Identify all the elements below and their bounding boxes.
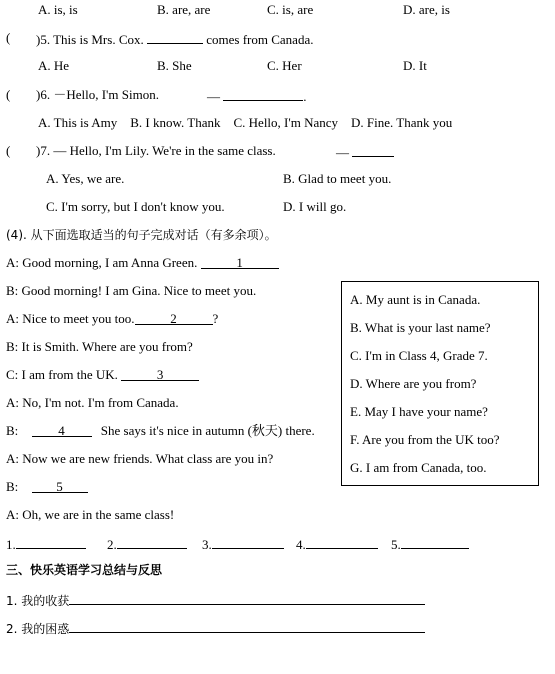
q4-option-b: B. are, are <box>157 2 211 17</box>
dialogue-line-7 <box>6 423 315 439</box>
section3-gain <box>6 591 425 609</box>
q7-option-a: A. Yes, we are. <box>46 171 125 186</box>
answer-5 <box>391 535 469 553</box>
section4-heading: (4). 从下面选取适当的句子完成对话（有多余项）。 <box>6 228 277 242</box>
confusion-blank[interactable] <box>69 619 425 633</box>
q6-answer <box>207 87 307 105</box>
dialogue-blank-5[interactable]: 5 <box>32 479 88 493</box>
box-option-e: E. May I have your name? <box>350 404 488 419</box>
answer-blank-1[interactable] <box>16 535 86 549</box>
answer-blank-3[interactable] <box>212 535 284 549</box>
dialogue-text: A: Good morning, I am Anna Green. <box>6 255 198 270</box>
q6-blank[interactable] <box>223 87 303 101</box>
dialogue-line-10 <box>6 507 174 523</box>
dialogue-line-6: A: No, I'm not. I'm from Canada. <box>6 395 179 410</box>
dialogue-text: B: <box>6 423 19 438</box>
q7-blank[interactable] <box>352 143 394 157</box>
q6-paren: ( <box>6 87 11 102</box>
answer-3 <box>202 535 284 553</box>
q7-option-c: C. I'm sorry, but I don't know you. <box>46 199 225 214</box>
dialogue-blank-1[interactable]: 1 <box>201 255 279 269</box>
confusion-label: 2. 我的困惑 <box>6 622 70 636</box>
q6-end: . <box>303 89 307 104</box>
dialogue-text: A: Nice to meet you too. <box>6 311 135 326</box>
answer-blank-2[interactable] <box>117 535 187 549</box>
dialogue-text: A: Oh, we are in the same class! <box>6 507 175 522</box>
section3-confusion <box>6 619 425 637</box>
answer-label: 5. <box>391 537 401 552</box>
answer-label: 3. <box>202 537 212 552</box>
dialogue-blank-4[interactable]: 4 <box>32 423 92 437</box>
dialogue-text: B: <box>6 479 19 494</box>
answer-label: 1. <box>6 537 16 552</box>
answer-2 <box>107 535 187 553</box>
dialogue-text: She says it's nice in autumn (秋天) there. <box>100 423 315 438</box>
answer-label: 4. <box>296 537 306 552</box>
dialogue-line-3 <box>6 311 218 327</box>
q5-option-b: B. She <box>157 58 192 73</box>
gain-blank[interactable] <box>69 591 425 605</box>
answer-label: 2. <box>107 537 117 552</box>
gain-label: 1. 我的收获 <box>6 594 70 608</box>
box-option-d: D. Where are you from? <box>350 376 477 391</box>
q7-option-d: D. I will go. <box>283 199 347 214</box>
options-box <box>341 281 539 486</box>
dialogue-text: C: I am from the UK. <box>6 367 118 382</box>
dialogue-blank-2[interactable]: 2 <box>135 311 213 325</box>
dialogue-text: ? <box>212 311 219 326</box>
q5-blank[interactable] <box>147 30 203 44</box>
dialogue-blank-3[interactable]: 3 <box>121 367 199 381</box>
section3-heading: 三、快乐英语学习总结与反思 <box>6 563 163 577</box>
q5-stem-pre: )5. This is Mrs. Cox. <box>36 32 144 47</box>
q7-answer <box>336 143 394 161</box>
answer-4 <box>296 535 378 553</box>
q5-option-a: A. He <box>38 58 70 73</box>
answer-blank-5[interactable] <box>401 535 469 549</box>
box-option-g: G. I am from Canada, too. <box>350 460 487 475</box>
q6-dash: — <box>207 89 220 104</box>
box-option-c: C. I'm in Class 4, Grade 7. <box>350 348 488 363</box>
q5-paren: ( <box>6 30 11 45</box>
q6-stem: )6. －Hello, I'm Simon. <box>36 87 159 102</box>
dialogue-line-9 <box>6 479 88 495</box>
dialogue-line-1 <box>6 255 279 271</box>
box-option-b: B. What is your last name? <box>350 320 491 335</box>
q6-options: A. This is Amy B. I know. Thank C. Hello, I'm Nancy D. Fine. Thank you <box>38 115 453 130</box>
q5-stem <box>36 30 313 48</box>
box-option-f: F. Are you from the UK too? <box>350 432 500 447</box>
q4-option-c: C. is, are <box>267 2 314 17</box>
box-option-a: A. My aunt is in Canada. <box>350 292 481 307</box>
q7-dash: — <box>336 145 349 160</box>
dialogue-line-4: B: It is Smith. Where are you from? <box>6 339 193 354</box>
q4-option-d: D. are, is <box>403 2 450 17</box>
dialogue-line-5 <box>6 367 199 383</box>
q7-paren: ( <box>6 143 11 158</box>
dialogue-line-2: B: Good morning! I am Gina. Nice to meet you. <box>6 283 257 298</box>
q7-option-b: B. Glad to meet you. <box>283 171 392 186</box>
q7-stem: )7. — Hello, I'm Lily. We're in the same class. <box>36 143 276 158</box>
answer-blank-4[interactable] <box>306 535 378 549</box>
q4-option-a: A. is, is <box>38 2 78 17</box>
answer-1 <box>6 535 86 553</box>
dialogue-line-8: A: Now we are new friends. What class are you in? <box>6 451 274 466</box>
q5-option-c: C. Her <box>267 58 302 73</box>
q5-option-d: D. It <box>403 58 427 73</box>
q5-stem-post: comes from Canada. <box>206 32 314 47</box>
